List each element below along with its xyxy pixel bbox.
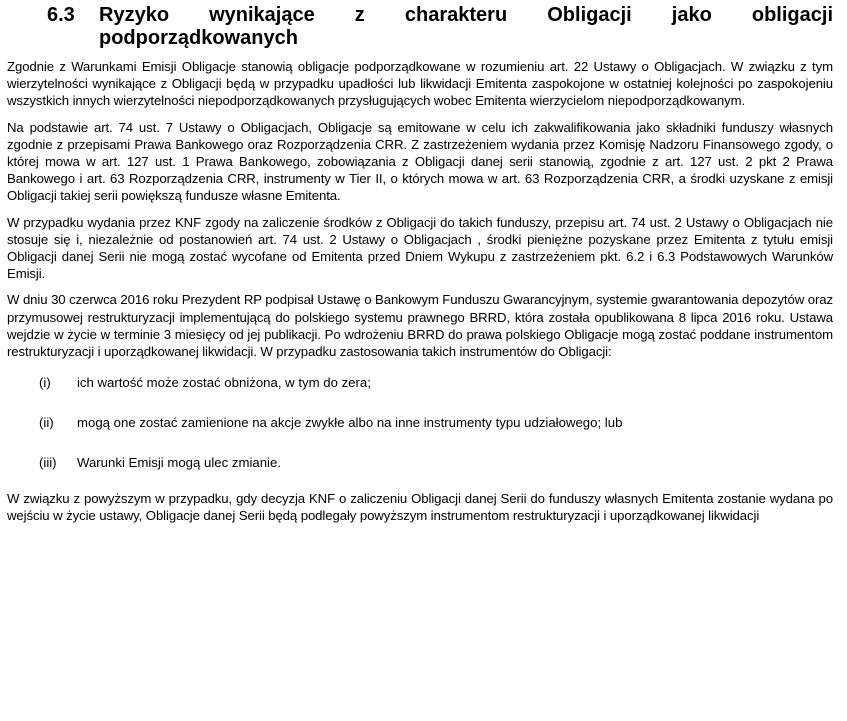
paragraph-brrd: W dniu 30 czerwca 2016 roku Prezydent RP podpisał Ustawę o Bankowym Funduszu Gwarancyjnym, systemie gwarantowania depozytów oraz przymusowej restrukturyzacji implementującą do polskiego systemu prawnego BRRD, która została opublikowana 8 lipca 2016 roku. Ustawa wejdzie w życie w terminie 3 miesięcy od jej publikacji. Po wdrożeniu BRRD do prawa polskiego Obligacje mogą zostać poddane instrumentom restrukturyzacji i uporządkowanej likwidacji. W przypadku zastosowania takich instrumentów do Obligacji: <box>7 292 833 360</box>
section-title-line-2: podporządkowanych <box>99 27 298 49</box>
list-item-text: ich wartość może zostać obniżona, w tym do zera; <box>77 375 371 391</box>
section-number: 6.3 <box>47 4 75 26</box>
paragraph-knf-consent: W przypadku wydania przez KNF zgody na zaliczenie środków z Obligacji do takich funduszy, przepisu art. 74 ust. 2 Ustawy o Obligacjach nie stosuje się i, niezależnie od postanowień art. 74 ust. 2 Ustawy o Obligacjach , środki pieniężne pozyskane przez Emitenta z tytułu emisji Obligacji danej Serii nie mogą zostać wycofane od Emitenta przed Dniem Wykupu z zastrzeżeniem pkt. 6.2 i 6.3 Podstawowych Warunków Emisji. <box>7 214 833 282</box>
list-item-marker: (ii) <box>39 415 54 431</box>
restructuring-instruments-list <box>7 374 833 471</box>
list-item <box>7 414 833 431</box>
list-item-text: Warunki Emisji mogą ulec zmianie. <box>77 455 281 471</box>
paragraph-subordination: Zgodnie z Warunkami Emisji Obligacje stanowią obligacje podporządkowane w rozumieniu art. 22 Ustawy o Obligacjach. W związku z tym wierzytelności wynikające z Obligacji będą w przypadku upadłości lub likwidacji Emitenta zaspokojone w ostatniej kolejności po zaspokojeniu wszystkich innych wierzytelności niepodporządkowanych przysługujących wobec Emitenta wierzycielom niepodporządkowanym. <box>7 59 833 109</box>
paragraph-own-funds: Na podstawie art. 74 ust. 7 Ustawy o Obligacjach, Obligacje są emitowane w celu ich zakwalifikowania jako składniki funduszy własnych zgodnie z przepisami Prawa Bankowego oraz Rozporządzenia CRR. Z zastrzeżeniem wydania przez Komisję Nadzoru Finansowego zgody, o której mowa w art. 127 ust. 1 Prawa Bankowego, zobowiązania z Obligacji danej serii stanowią, zgodnie z art. 127 ust. 2 pkt 2 Prawa Bankowego i art. 63 Rozporządzenia CRR, instrumenty w Tier II, o których mowa w art. 63 Rozporządzenia CRR, a środki uzyskane z emisji Obligacji takiej serii powiększą fundusze własne Emitenta. <box>7 119 833 204</box>
list-item <box>7 454 833 471</box>
paragraph-conclusion: W związku z powyższym w przypadku, gdy decyzja KNF o zaliczeniu Obligacji danej Serii do funduszy własnych Emitenta zostanie wydana po wejściu w życie ustawy, Obligacje danej Serii będą podlegały powyższym instrumentom restrukturyzacji i uporządkowanej likwidacji <box>7 491 833 524</box>
list-item-marker: (iii) <box>39 455 57 471</box>
list-item-text: mogą one zostać zamienione na akcje zwykłe albo na inne instrumenty typu udziałowego; lub <box>77 415 623 431</box>
list-item-marker: (i) <box>39 375 51 391</box>
list-item <box>7 374 833 391</box>
section-title-line-1: Ryzyko wynikające z charakteru Obligacji jako obligacji <box>99 4 833 26</box>
section-heading <box>7 4 833 50</box>
section-title <box>99 4 833 50</box>
